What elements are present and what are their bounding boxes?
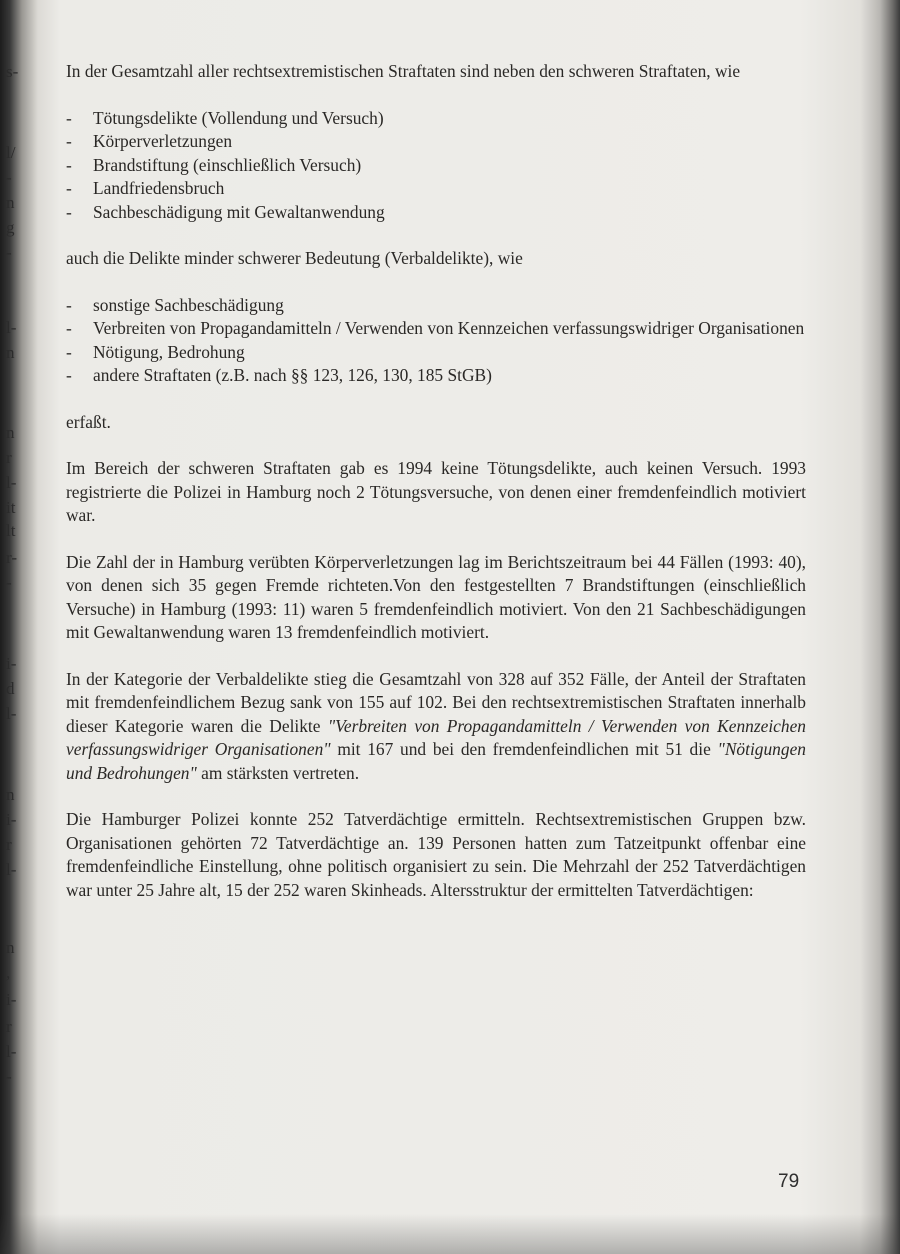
list-item: - Tötungsdelikte (Vollendung und Versuch) xyxy=(66,107,806,131)
margin-fragment: r- xyxy=(6,548,17,567)
text-run: am stärksten vertreten. xyxy=(196,762,360,783)
text-run: In der Kategorie der Verbaldelikte stieg die Gesamtzahl von 328 auf 352 Fälle, der Anteil der Straftaten mit fremdenfeindlichem Bezug sank von 155 auf 102. Bei den rechtsextremistischen Straftaten innerhalb dieser Kategorie waren die Delikte xyxy=(66,668,806,736)
margin-fragment: n xyxy=(6,785,15,804)
captured-word: erfaßt. xyxy=(66,411,111,432)
quoted-offense-propaganda: "Verbreiten von Propagandamitteln / Verwenden von Kennzeichen verfassungswidriger Organisationen" xyxy=(66,715,806,759)
margin-fragment: s- xyxy=(6,62,19,81)
margin-fragment: l- xyxy=(6,1042,17,1061)
minor-offenses-list xyxy=(66,294,806,388)
margin-fragment: g xyxy=(6,218,15,237)
margin-fragment: i- xyxy=(6,654,17,673)
margin-fragment: d xyxy=(6,679,15,698)
list-item: - Verbreiten von Propagandamitteln / Verwenden von Kennzeichen verfassungswidriger Organisationen xyxy=(66,317,806,341)
margin-fragment: l- xyxy=(6,860,17,879)
margin-fragment: i- xyxy=(6,810,17,829)
margin-fragment: - xyxy=(6,168,12,187)
margin-fragment: l/ xyxy=(6,143,16,162)
margin-fragment: n xyxy=(6,938,15,957)
margin-fragment: n xyxy=(6,193,15,212)
margin-fragment: r xyxy=(6,835,12,854)
margin-fragment: l- xyxy=(6,318,17,337)
margin-fragment: n xyxy=(6,423,15,442)
text-run: mit 167 und bei den fremdenfeindlichen mit 51 die xyxy=(330,739,718,759)
page-bottom-shadow xyxy=(0,1214,900,1254)
margin-fragment: r xyxy=(6,448,12,467)
quoted-offense-coercion: "Nötigungen und Bedrohungen" xyxy=(66,739,806,783)
margin-fragment: - xyxy=(6,243,12,262)
list-item: - Körperverletzungen xyxy=(66,130,806,154)
margin-fragment: it xyxy=(6,498,16,517)
page-number: 79 xyxy=(778,1171,800,1192)
paragraph-severe-offenses: Im Bereich der schweren Straftaten gab es 1994 keine Tötungsdelikte, auch keinen Versuch. 1993 registrierte die Polizei in Hamburg noch 2 Tötungsversuche, von denen einer fremdenfeindlich motiviert war. xyxy=(66,458,806,525)
intro-paragraph: In der Gesamtzahl aller rechtsextremistischen Straftaten sind neben den schweren Straftaten, wie xyxy=(66,61,741,81)
list-item: - sonstige Sachbeschädigung xyxy=(66,294,806,318)
paragraph-verbal-offenses xyxy=(66,668,806,786)
margin-fragment: lt xyxy=(6,521,16,540)
list-item: - Sachbeschädigung mit Gewaltanwendung xyxy=(66,201,806,225)
list-item: - Landfriedensbruch xyxy=(66,177,806,201)
list-item: - Brandstiftung (einschließlich Versuch) xyxy=(66,154,806,178)
severe-offenses-list xyxy=(66,107,806,225)
margin-fragment: n xyxy=(6,343,15,362)
minor-offenses-intro: auch die Delikte minder schwerer Bedeutung (Verbaldelikte), wie xyxy=(66,248,523,268)
previous-page-margin xyxy=(2,0,22,1254)
margin-fragment: i- xyxy=(6,990,17,1009)
paragraph-suspects: Die Hamburger Polizei konnte 252 Tatverdächtige ermitteln. Rechtsextremistischen Gruppen bzw. Organisationen gehörten 72 Tatverdächtige an. 139 Personen hatten zum Tatzeitpunkt offenbar eine fremdenfeindliche Einstellung, ohne politisch organisiert zu sein. Die Mehrzahl der 252 Tatverdächtigen war unter 25 Jahre alt, 15 der 252 waren Skinheads. Altersstruktur der ermittelten Tatverdächtigen: xyxy=(66,809,806,900)
margin-fragment: , xyxy=(6,963,11,982)
page-body xyxy=(66,60,806,902)
margin-fragment: - xyxy=(6,573,12,592)
margin-fragment: - xyxy=(6,1067,12,1086)
list-item: - Nötigung, Bedrohung xyxy=(66,341,806,365)
margin-fragment: l- xyxy=(6,704,17,723)
list-item: - andere Straftaten (z.B. nach §§ 123, 126, 130, 185 StGB) xyxy=(66,364,806,388)
margin-fragment: l- xyxy=(6,473,17,492)
paragraph-bodily-harm: Die Zahl der in Hamburg verübten Körperverletzungen lag im Berichtszeitraum bei 44 Fällen (1993: 40), von denen sich 35 gegen Fremde richteten.Von den festgestellten 7 Brandstiftungen (einschließlich Versuche) in Hamburg (1993: 11) waren 5 fremdenfeindlich motiviert. Von den 21 Sachbeschädigungen mit Gewaltanwendung waren 13 fremdenfeindlich motiviert. xyxy=(66,551,806,642)
margin-fragment: r xyxy=(6,1017,12,1036)
